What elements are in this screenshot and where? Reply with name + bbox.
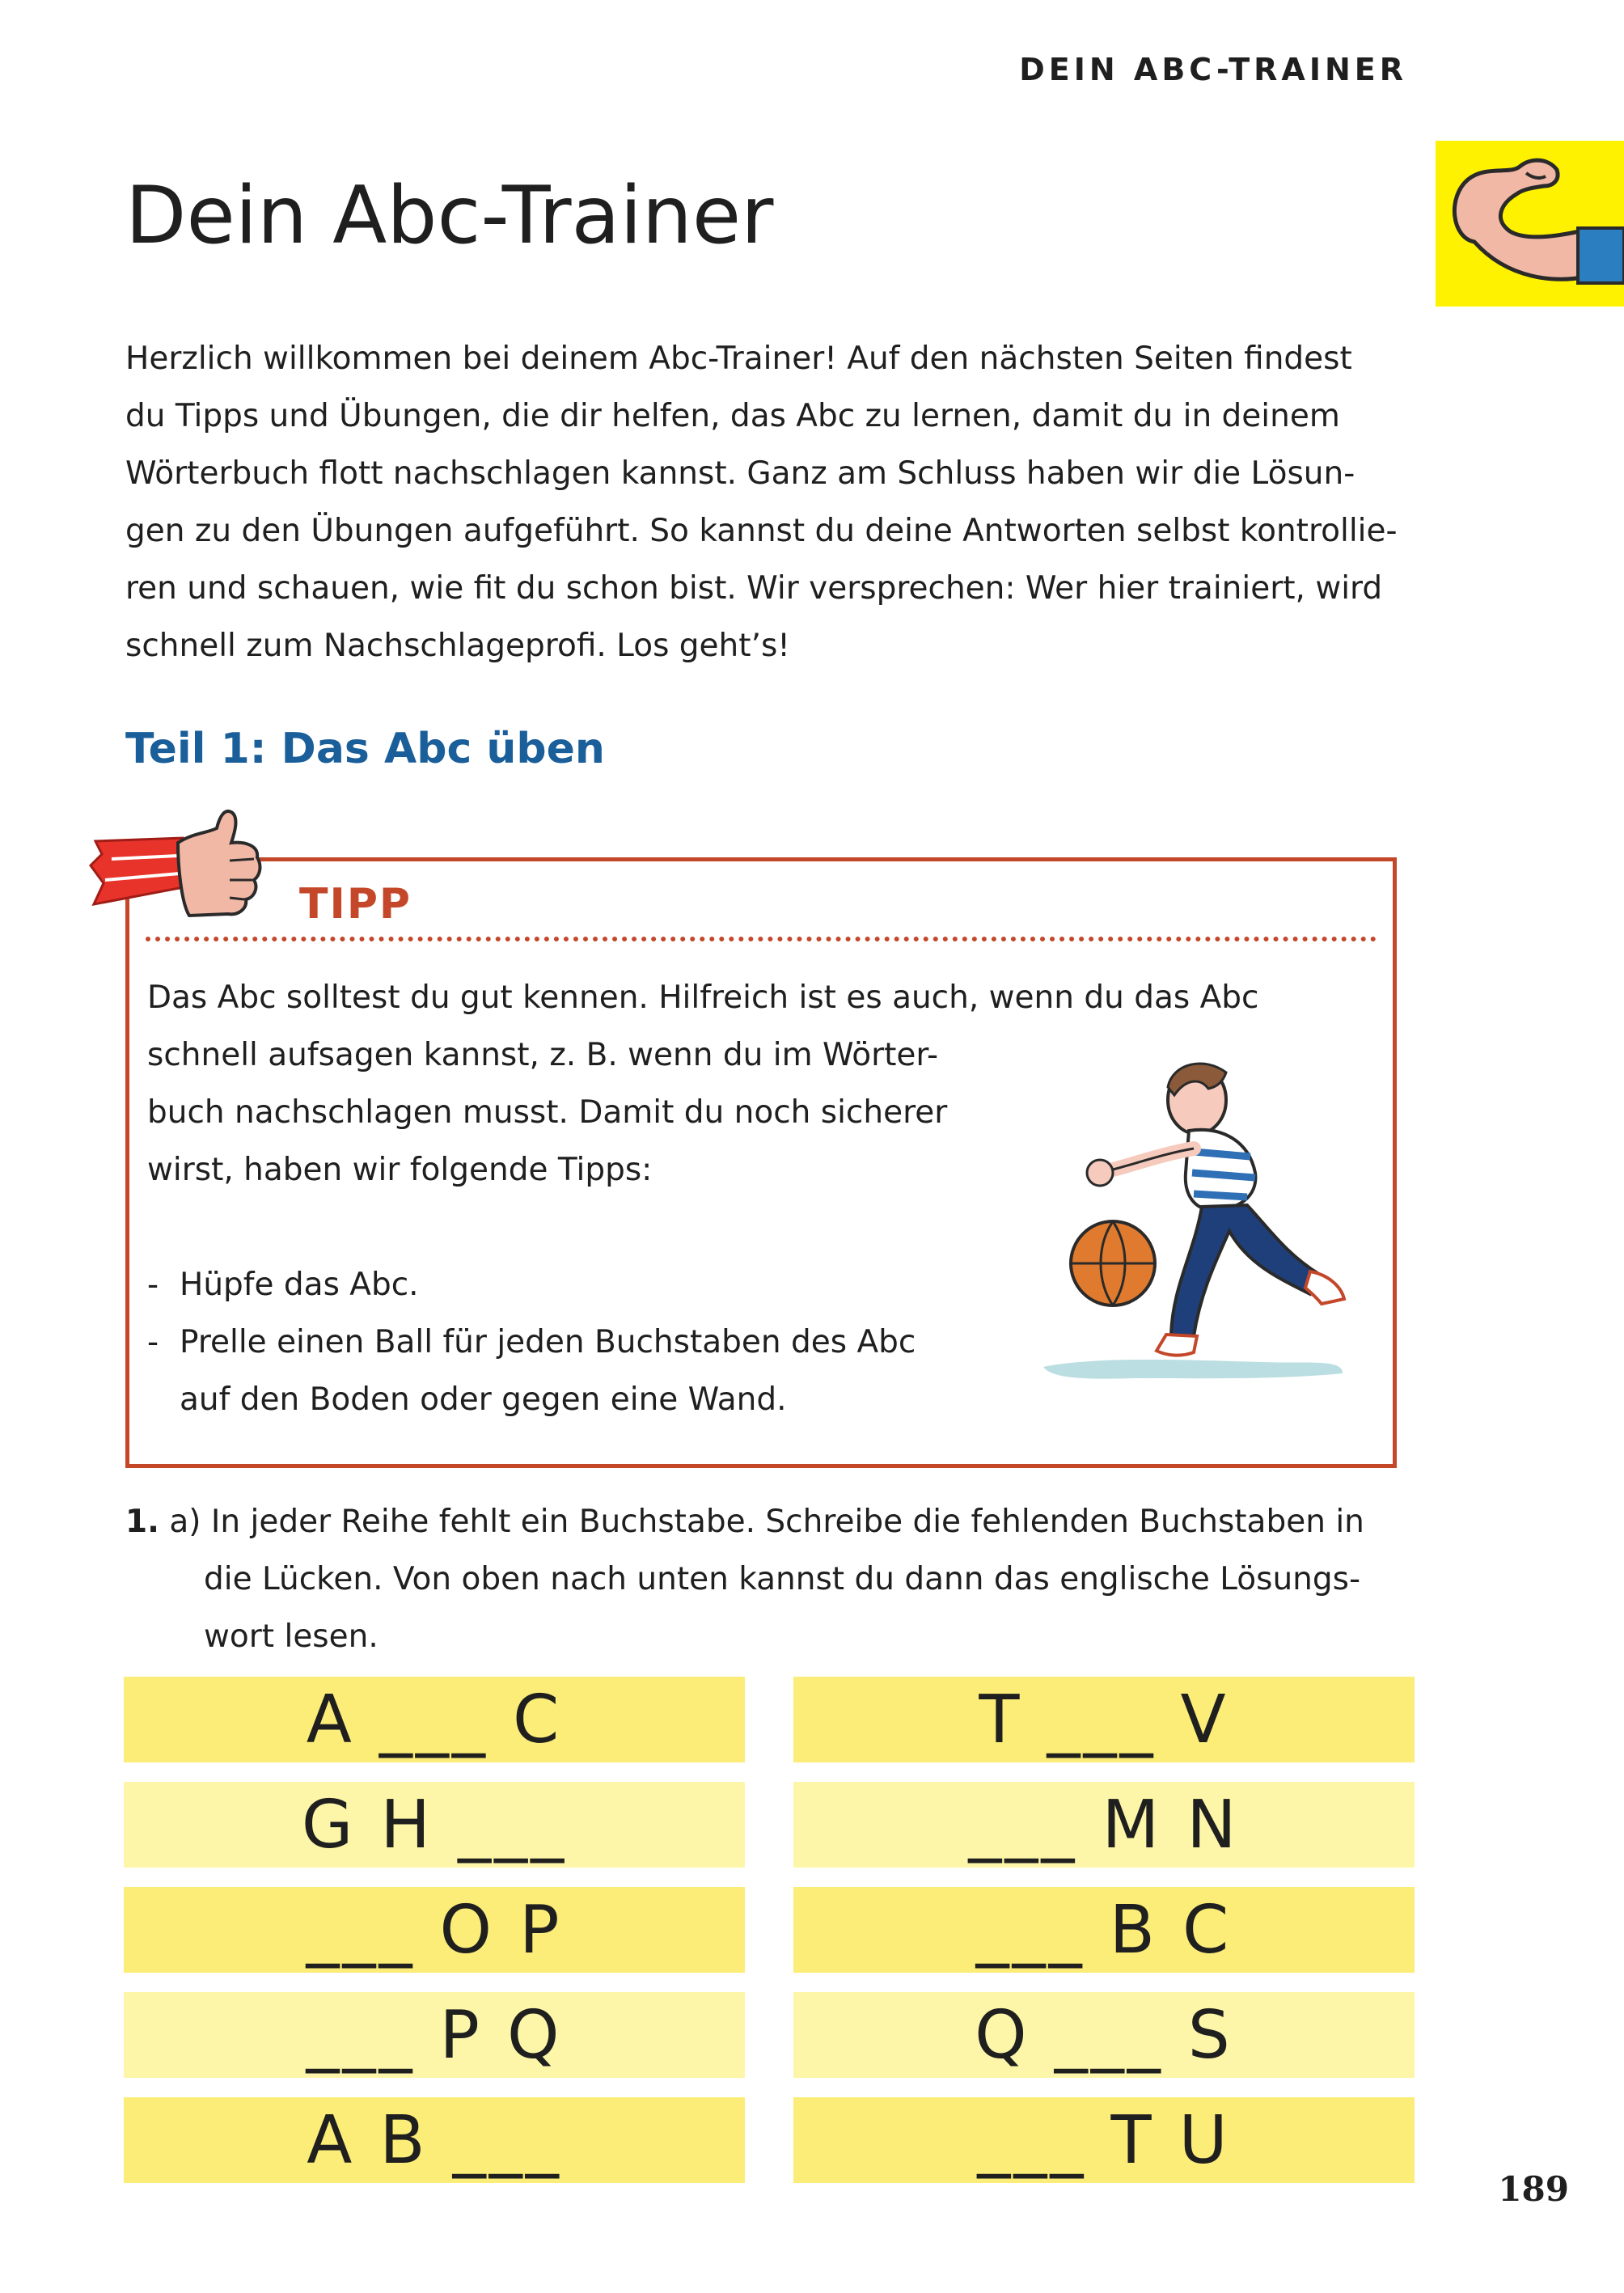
exercise-part: a) (169, 1504, 201, 1540)
tip-line: Das Abc solltest du gut kennen. Hilfreich ist es auch, wenn du das Abc (147, 979, 1259, 1016)
flexed-arm-icon (1436, 141, 1624, 307)
exercise-number: 1. (125, 1504, 159, 1540)
bullet-text: Prelle einen Ball für jeden Buchstaben des Abc (180, 1324, 916, 1360)
page-number: 189 (1498, 2169, 1569, 2209)
bullet-text: Hüpfe das Abc. (180, 1267, 419, 1303)
exercise-line (125, 1493, 1419, 1551)
page-title: Dein Abc-Trainer (125, 170, 774, 262)
thumbs-up-hand-icon (87, 809, 273, 938)
right-column (793, 1677, 1415, 2202)
letter-row[interactable]: G H ___ (124, 1782, 745, 1868)
basketball-player-illustration (1035, 1051, 1383, 1399)
letter-row[interactable]: A B ___ (124, 2097, 745, 2183)
left-column (124, 1677, 745, 2202)
tip-label: TIPP (299, 880, 412, 929)
intro-line: Herzlich willkommen bei deinem Abc-Trainer! Auf den nächsten Seiten findest (125, 341, 1352, 377)
exercise-text: In jeder Reihe fehlt ein Buchstabe. Schreibe die fehlenden Buchstaben in (210, 1504, 1364, 1540)
intro-line: schnell zum Nachschlageprofi. Los geht’s! (125, 628, 790, 664)
letter-row[interactable]: T ___ V (793, 1677, 1415, 1762)
intro-paragraph (125, 330, 1436, 675)
letter-row[interactable]: ___ O P (124, 1887, 745, 1973)
running-head: DEIN ABC-TRAINER (1019, 52, 1407, 87)
letter-row[interactable]: ___ T U (793, 2097, 1415, 2183)
letter-row[interactable]: ___ P Q (124, 1992, 745, 2078)
letter-row[interactable]: Q ___ S (793, 1992, 1415, 2078)
exercise-line: die Lücken. Von oben nach unten kannst du dann das englische Lösungs- (204, 1561, 1361, 1597)
tip-line: buch nachschlagen musst. Damit du noch sicherer (147, 1094, 948, 1131)
exercise-instructions (125, 1493, 1419, 1665)
tip-line: schnell aufsagen kannst, z. B. wenn du im Wörter- (147, 1037, 939, 1073)
intro-line: ren und schauen, wie fit du schon bist. Wir versprechen: Wer hier trainiert, wird (125, 570, 1383, 607)
intro-line: Wörterbuch flott nachschlagen kannst. Ganz am Schluss haben wir die Lösun- (125, 455, 1355, 492)
section-heading: Teil 1: Das Abc üben (125, 725, 605, 773)
tip-divider (146, 937, 1377, 941)
exercise-line: wort lesen. (204, 1618, 379, 1655)
bullet-text: auf den Boden oder gegen eine Wand. (180, 1381, 787, 1418)
letter-row[interactable]: ___ M N (793, 1782, 1415, 1868)
letter-row[interactable]: A ___ C (124, 1677, 745, 1762)
bullet-dash: - (147, 1324, 159, 1360)
letter-gap-grid (124, 1677, 1415, 2188)
bullet-dash: - (147, 1267, 159, 1303)
intro-line: gen zu den Übungen aufgeführt. So kannst du deine Antworten selbst kontrollie- (125, 513, 1398, 549)
intro-line: du Tipps und Übungen, die dir helfen, das Abc zu lernen, damit du in deinem (125, 398, 1340, 434)
letter-row[interactable]: ___ B C (793, 1887, 1415, 1973)
tip-line: wirst, haben wir folgende Tipps: (147, 1152, 653, 1188)
